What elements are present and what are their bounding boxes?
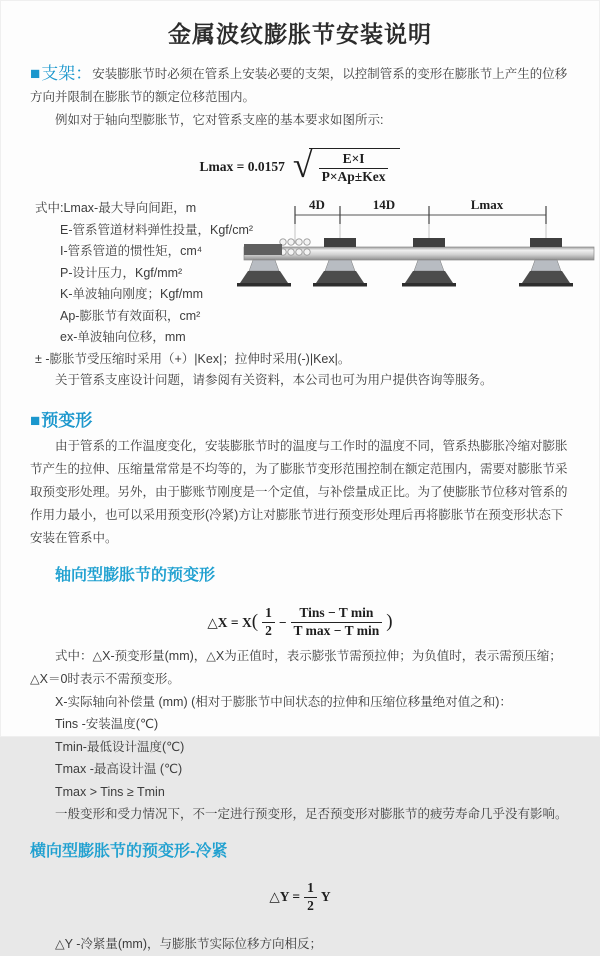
left-paren: ( bbox=[251, 610, 259, 632]
def-line-E: E-管系管道材料弹性投量，Kgf/cm² bbox=[60, 222, 254, 237]
def-line-plusminus: ± -膨胀节受压缩时采用（+）|Kex|；拉伸时采用(-)|Kex|。 bbox=[35, 351, 351, 366]
support-example-text: 例如对于轴向型膨胀节，它对管系支座的基本要求如图所示: bbox=[55, 113, 384, 127]
radical-sign: √ bbox=[292, 144, 313, 185]
axial-def-tmax: Tmax -最高设计温 (℃) bbox=[55, 762, 183, 776]
right-paren: ) bbox=[386, 610, 393, 632]
lmax-formula-lhs: Lmax = 0.0157 bbox=[199, 159, 285, 174]
lmax-fraction-denominator: P×Ap±Kex bbox=[319, 168, 389, 186]
section-marker-icon: ■ bbox=[30, 410, 41, 430]
minus-sign: − bbox=[278, 614, 287, 630]
lateral-numerator: 1 bbox=[307, 879, 314, 895]
axial-closing-text: 一般变形和受力情况下，不一定进行预变形，足否预变形对膨胀节的疲劳寿命几乎没有影响。 bbox=[55, 807, 568, 821]
preform-paragraph: 由于管系的工作温度变化，安装膨胀节时的温度与工作时的温度不同，管系热膨胀冷缩对膨胀节产生的拉伸、压缩量常常是不均等的，为了膨胀节变形范围控制在额定范围内，需要对膨胀节采取预变形处理。另外，由于膨账节刚度是一个定值，与补偿量成正比。为了使膨胀节位移对管系的作用力最小，也可以采用预变形(冷紧)方让对膨胀节进行预变形处理后再将膨胀节在预变形状态下安装在管系中。 bbox=[30, 438, 568, 545]
guide-support-3 bbox=[519, 238, 573, 287]
half-denominator: 2 bbox=[262, 622, 275, 640]
sqrt-radical bbox=[292, 144, 401, 186]
page-title: 金属波纹膨胀节安装说明 bbox=[168, 21, 432, 47]
temp-denominator: T max − T min bbox=[291, 622, 383, 640]
lateral-formula-rhs: Y bbox=[320, 889, 331, 904]
lateral-note-text: △Y -冷紧量(mm)，与膨胀节实际位移方向相反； bbox=[55, 937, 323, 951]
axial-formula bbox=[0, 601, 600, 645]
def-line-Ap: Ap-膨胀节有效面积，cm² bbox=[60, 308, 201, 323]
lateral-formula bbox=[0, 877, 600, 917]
preform-section-heading bbox=[30, 406, 600, 431]
axial-subheading: 轴向型膨胀节的预变形 bbox=[55, 566, 216, 584]
def-line-K: K-单波轴向刚度；Kgf/mm bbox=[60, 287, 204, 301]
lmax-fraction bbox=[319, 151, 389, 186]
support-note: 关于管系支座设计问题，请参阅有关资料，本公司也可为用户提供咨询等服务。 bbox=[55, 373, 493, 387]
lateral-formula-lhs: △Y = bbox=[269, 889, 301, 904]
temperature-fraction bbox=[291, 605, 383, 640]
def-line-P: P-设计压力，Kgf/mm² bbox=[60, 265, 183, 280]
lateral-denominator: 2 bbox=[304, 897, 317, 915]
dim-label-lmax: Lmax bbox=[470, 197, 504, 212]
axial-inequality: Tmax > Tins ≥ Tmin bbox=[55, 784, 165, 799]
def-line-I: I-管系管道的惯性矩，cm⁴ bbox=[60, 244, 203, 258]
axial-definitions bbox=[55, 691, 600, 804]
support-section-heading bbox=[30, 64, 92, 83]
preform-heading-label: 预变形 bbox=[41, 410, 93, 430]
dim-label-4d: 4D bbox=[309, 197, 325, 212]
axial-def-x: X-实际轴向补偿量 (mm) (相对于膨胀节中间状态的拉伸和压缩位移量绝对值之和)： bbox=[55, 694, 512, 709]
defs-intro: 式中:Lmax-最大导向间距，m bbox=[35, 201, 197, 215]
guide-support-1 bbox=[313, 238, 367, 287]
guide-support-2 bbox=[402, 238, 456, 287]
pipe-support-diagram bbox=[242, 192, 598, 294]
lmax-formula bbox=[0, 146, 600, 188]
lateral-half-fraction bbox=[304, 880, 317, 915]
support-heading-label: 支架： bbox=[41, 64, 93, 83]
axial-def-tins: Tins -安装温度(℃) bbox=[55, 717, 159, 731]
dim-label-14d: 14D bbox=[372, 197, 396, 212]
lmax-fraction-numerator: E×I bbox=[342, 151, 365, 167]
lateral-subheading: 横向型膨胀节的预变形-冷紧 bbox=[30, 843, 228, 860]
half-numerator: 1 bbox=[265, 605, 272, 621]
support-paragraph bbox=[30, 62, 574, 109]
axial-def-tmin: Tmin-最低设计温度(℃) bbox=[55, 739, 185, 754]
support-intro-text: 安装膨胀节时必须在管系上安装必要的支架，以控制管系的变形在膨胀节上产生的位移方向并限制在膨胀节的额定位移范围内。 bbox=[30, 67, 568, 104]
half-fraction bbox=[262, 605, 275, 640]
temp-numerator: Tins − T min bbox=[299, 605, 374, 621]
section-marker-icon: ■ bbox=[30, 64, 41, 83]
axial-formula-lhs: △X = X bbox=[207, 614, 252, 630]
def-line-ex: ex-单波轴向位移，mm bbox=[60, 330, 186, 344]
axial-explain-text: 式中：△X-预变形量(mm)，△X为正值时，表示膨张节需预拉伸；为负值时，表示需预压缩；△X＝0时表示不需预变形。 bbox=[30, 648, 562, 686]
